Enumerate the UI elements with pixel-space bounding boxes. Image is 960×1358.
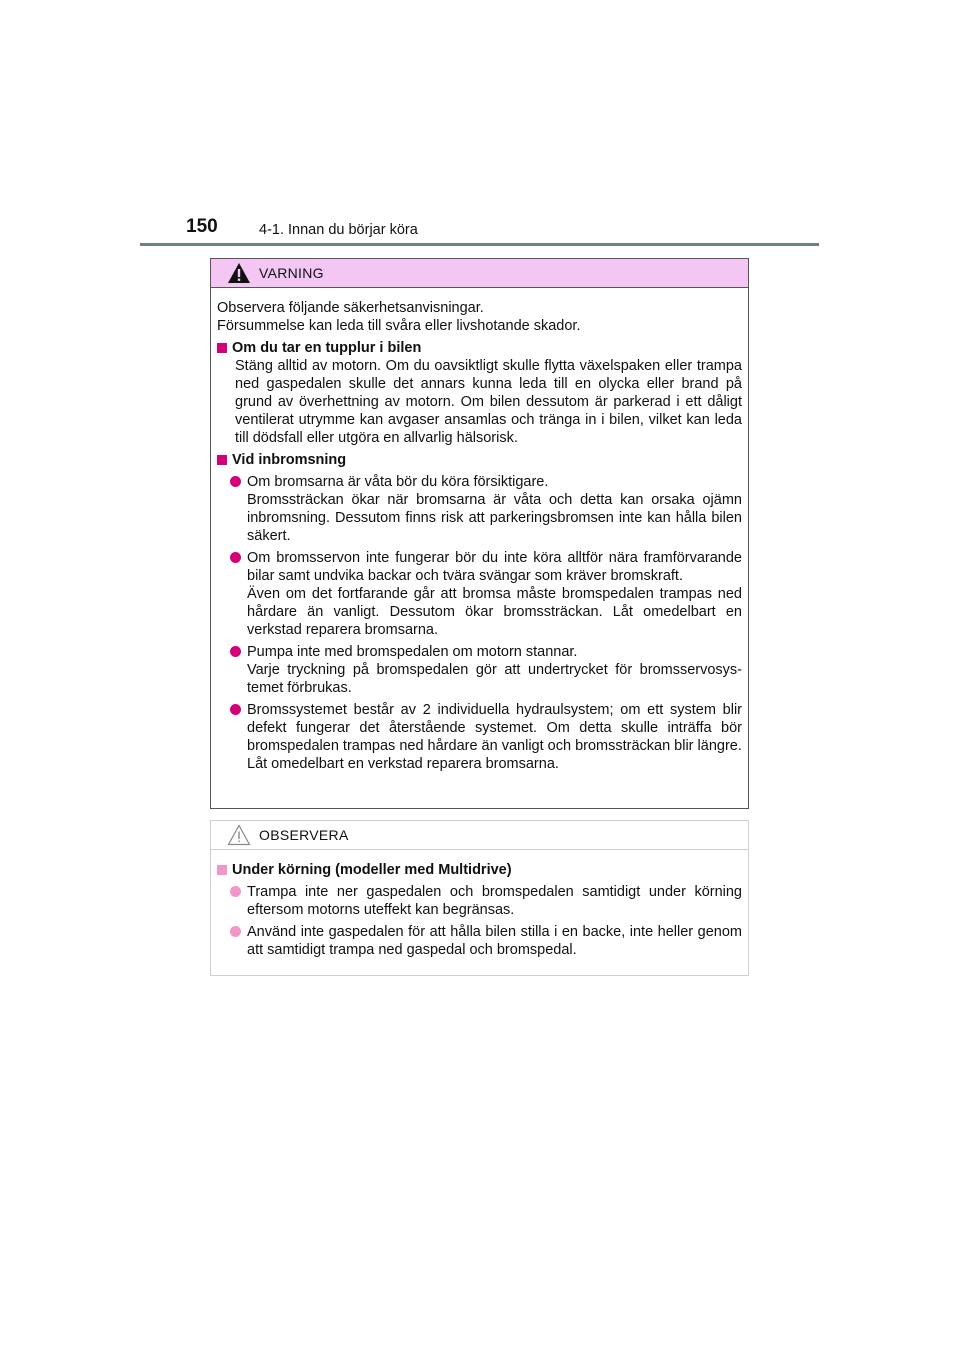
square-bullet-icon [217, 455, 227, 465]
notice-box [210, 820, 749, 976]
warning-section-inbromsning [217, 451, 742, 773]
circle-bullet-icon [230, 476, 241, 487]
header-rule [140, 243, 819, 246]
circle-bullet-icon [230, 704, 241, 715]
warning-section-tupplur [217, 339, 742, 447]
warning-triangle-icon [227, 262, 251, 284]
list-item [217, 701, 742, 773]
warning-box [210, 258, 749, 809]
warning-label: VARNING [259, 265, 324, 281]
section-heading: Vid inbromsning [232, 452, 347, 468]
notice-body [211, 850, 748, 959]
warning-body [211, 288, 748, 773]
section-text: Stäng alltid av motorn. Om du oavsiktligt skulle flytta växelspaken eller trampa ned gaspedalen skulle det annars kunna leda till en olycka eller brand på grund av överhettning av motorn. Om bilen dessutom är parkerad i ett dåligt ventilerat utrymme kan avgaser ansamlas och tränga in i bilen, vilket kan leda till dödsfall eller utgöra en allvarlig hälsorisk. [235, 358, 742, 446]
section-title: 4-1. Innan du börjar köra [259, 222, 418, 238]
bullet-text: Bromssträckan ökar när bromsarna är våta och detta kan orsaka ojämn inbromsning. Dessutom finns risk att parkeringsbromsen inte kan hålla bilen säkert. [247, 492, 742, 544]
notice-section-multidrive [217, 861, 742, 959]
circle-bullet-icon [230, 926, 241, 937]
circle-bullet-icon [230, 646, 241, 657]
bullet-text: Varje tryckning på bromspedalen gör att undertrycket för bromsservosys-temet förbrukas. [247, 662, 742, 696]
square-bullet-icon [217, 865, 227, 875]
list-item [217, 643, 742, 697]
notice-label: OBSERVERA [259, 827, 349, 843]
warning-intro-line: Försummelse kan leda till svåra eller livshotande skador. [217, 318, 581, 334]
bullet-text: Även om det fortfarande går att bromsa måste bromspedalen trampas ned hårdare än vanligt. Dessutom ökar bromssträckan. Låt omedelbart en verkstad reparera bromsarna. [247, 586, 742, 638]
bullet-text: Om bromsarna är våta bör du köra försiktigare. [247, 474, 549, 490]
circle-bullet-icon [230, 886, 241, 897]
list-item [217, 549, 742, 639]
square-bullet-icon [217, 343, 227, 353]
section-heading: Under körning (modeller med Multidrive) [232, 862, 512, 878]
list-item [217, 883, 742, 919]
circle-bullet-icon [230, 552, 241, 563]
list-item [217, 923, 742, 959]
bullet-text: Låt omedelbart en verkstad reparera bromsarna. [247, 756, 559, 772]
notice-header [211, 821, 748, 850]
bullet-text: Bromssystemet består av 2 individuella hydraulsystem; om ett system blir defekt fungerar det återstående systemet. Om detta skulle inträffa bör bromspedalen trampas ned hårdare än vanligt och bromssträckan blir längre. [247, 702, 742, 754]
bullet-text: Pumpa inte med bromspedalen om motorn stannar. [247, 644, 578, 660]
page-number: 150 [186, 216, 218, 237]
list-item [217, 473, 742, 545]
warning-intro-line: Observera följande säkerhetsanvisningar. [217, 300, 484, 316]
caution-triangle-icon [227, 824, 251, 846]
section-heading: Om du tar en tupplur i bilen [232, 340, 422, 356]
bullet-text: Om bromsservon inte fungerar bör du inte köra alltför nära framförvarande bilar samt undvika backar och tvära svängar som kräver bromskraft. [247, 550, 742, 584]
bullet-text: Använd inte gaspedalen för att hålla bilen stilla i en backe, inte heller genom att samtidigt trampa ned gaspedal och bromspedal. [247, 924, 742, 958]
bullet-text: Trampa inte ner gaspedalen och bromspedalen samtidigt under körning eftersom motorns uteffekt kan begränsas. [247, 884, 742, 918]
warning-header [211, 259, 748, 288]
